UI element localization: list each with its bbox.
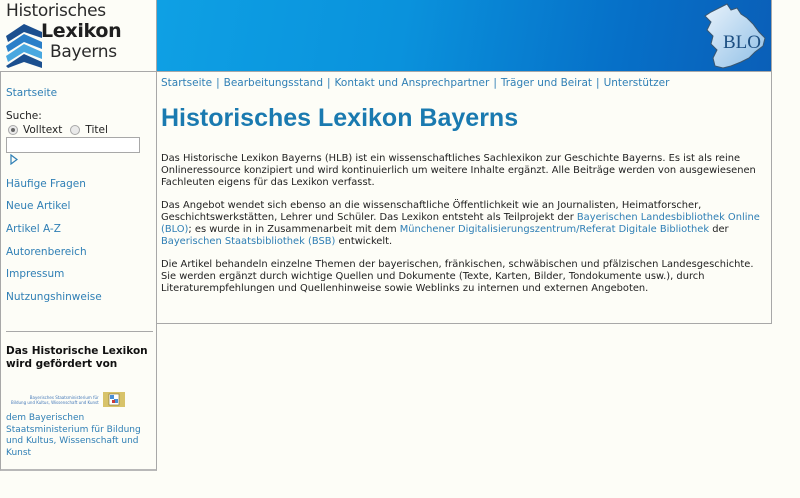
top-navigation (161, 77, 669, 89)
audience-text-4: entwickelt. (335, 236, 393, 247)
sidebar-item-nutzungshinweise[interactable]: Nutzungshinweise (6, 291, 102, 303)
nav-unterstuetzer[interactable]: Unterstützer (603, 77, 670, 89)
bavarian-coat-of-arms-icon (103, 392, 125, 407)
radio-volltext[interactable] (8, 125, 18, 135)
audience-text-2: ; es wurde in in Zusammenarbeit mit dem (188, 224, 400, 235)
radio-titel-label[interactable]: Titel (85, 124, 108, 136)
search-input[interactable] (6, 137, 140, 153)
nav-traeger-beirat[interactable]: Träger und Beirat (500, 77, 593, 89)
bavaria-map-icon (701, 2, 769, 70)
ministry-logo-text-2: Bildung und Kultus, Wissenschaft und Kunst (11, 399, 99, 405)
funded-by-heading: Das Historische Lexikon wird gefördert von (6, 345, 148, 370)
nav-separator: | (327, 77, 331, 89)
bsb-link[interactable]: Bayerischen Staatsbibliothek (BSB) (161, 236, 336, 247)
nav-startseite[interactable]: Startseite (161, 77, 213, 89)
sidebar-item-autorenbereich[interactable]: Autorenbereich (6, 246, 87, 258)
nav-separator: | (493, 77, 497, 89)
radio-titel[interactable] (70, 125, 80, 135)
search-label: Suche: (6, 110, 42, 122)
mdz-link[interactable]: Münchener Digitalisierungszentrum/Referat Digitale Bibliothek (399, 224, 710, 235)
search-mode-group (8, 124, 116, 136)
audience-paragraph (161, 200, 767, 248)
nav-bearbeitungsstand[interactable]: Bearbeitungsstand (223, 77, 323, 89)
logo-text-line1: Historisches (6, 1, 106, 21)
intro-paragraph: Das Historische Lexikon Bayerns (HLB) ist ein wissenschaftliches Sachlexikon zur Geschichte Bayerns. Es ist als reine Onlineressource konzipiert und wird kontinuierlich um weitere Inhalte ergänzt. Alle Beiträge werden von ausgewiesenen Fachleuten eigens für das Lexikon verfasst. (161, 153, 756, 188)
page-title: Historisches Lexikon Bayerns (161, 104, 519, 132)
sidebar (0, 72, 157, 471)
nav-kontakt[interactable]: Kontakt und Ansprechpartner (334, 77, 490, 89)
sidebar-item-impressum[interactable]: Impressum (6, 268, 65, 280)
blo-badge: BLO (723, 32, 761, 53)
search-submit-arrow-icon[interactable] (10, 154, 18, 165)
ministry-logo-text (11, 395, 99, 405)
sidebar-item-artikel-a-z[interactable]: Artikel A-Z (6, 223, 61, 235)
logo-text-line3: Bayerns (50, 42, 117, 62)
blo-link[interactable]: Bayerischen Landesbibliothek Online (BLO) (161, 212, 760, 235)
sidebar-item-startseite[interactable]: Startseite (6, 87, 58, 99)
ministry-link[interactable]: dem Bayerischen Staatsministerium für Bildung und Kultus, Wissenschaft und Kunst (6, 413, 141, 458)
logo-book-icon (4, 22, 44, 68)
header-banner (157, 0, 772, 72)
sidebar-item-neue-artikel[interactable]: Neue Artikel (6, 200, 71, 212)
audience-text-1: Das Angebot wendet sich ebenso an die wissenschaftliche Öffentlichkeit wie an Journalisten, Heimatforscher, Geschichtswerkstätten, Lehrer und Schüler. Das Lexikon entsteht als Teilprojekt der (161, 200, 702, 223)
sidebar-divider (6, 331, 153, 332)
ministry-logo-text-1: Bayerisches Staatsministerium für (29, 394, 99, 400)
site-logo[interactable] (0, 0, 157, 72)
sidebar-item-haeufige-fragen[interactable]: Häufige Fragen (6, 178, 86, 190)
logo-text-line2: Lexikon (41, 20, 122, 42)
main-content (157, 72, 772, 324)
nav-separator: | (596, 77, 600, 89)
radio-volltext-label[interactable]: Volltext (23, 124, 63, 136)
audience-text-3: der (709, 224, 729, 235)
nav-separator: | (216, 77, 220, 89)
articles-paragraph: Die Artikel behandeln einzelne Themen der bayerischen, fränkischen, schwäbischen und pfälzischen Landesgeschichte. Sie werden ergänzt durch wichtige Quellen und Dokumente (Texte, Karten, Bilder, Tondokumente usw.), durch Literaturempfehlungen und Quellenhinweise sowie Weblinks zu internen und externen Angeboten. (161, 259, 754, 294)
ministry-logo[interactable] (11, 392, 125, 407)
